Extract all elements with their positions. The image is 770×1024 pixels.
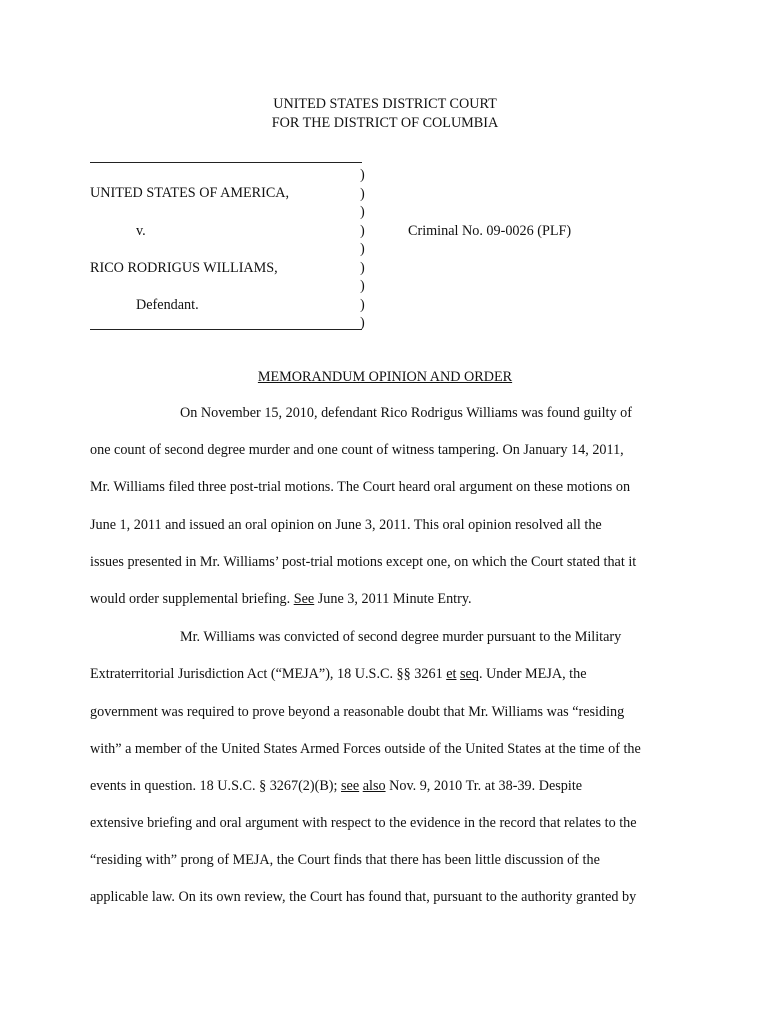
caption-top-rule [90, 162, 362, 163]
document-title [0, 369, 770, 386]
plaintiff-name: UNITED STATES OF AMERICA, [90, 185, 290, 201]
paragraph-2-line-8: applicable law. On its own review, the Court has found that, pursuant to the authority granted by [90, 889, 637, 905]
versus-label: v. [136, 223, 146, 239]
paragraph-2-line-3: government was required to prove beyond a reasonable doubt that Mr. Williams was “residing [90, 704, 625, 720]
paragraph-2-line-4: with” a member of the United States Armed Forces outside of the United States at the time of the [90, 741, 641, 757]
paragraph-1-line-4: June 1, 2011 and issued an oral opinion on June 3, 2011. This oral opinion resolved all the [90, 517, 602, 533]
paragraph-2-line-7: “residing with” prong of MEJA, the Court finds that there has been little discussion of the [90, 852, 600, 868]
citation-et: et [446, 666, 457, 682]
paragraph-1-line-1: On November 15, 2010, defendant Rico Rodrigus Williams was found guilty of [180, 405, 632, 421]
defendant-name: RICO RODRIGUS WILLIAMS, [90, 260, 278, 276]
court-district: FOR THE DISTRICT OF COLUMBIA [271, 115, 499, 131]
citation-seq: seq [460, 666, 479, 682]
citation-signal-see: See [293, 591, 315, 607]
text-run: . Under MEJA, the [478, 666, 587, 682]
text-run: Nov. 9, 2010 Tr. at 38-39. Despite [385, 778, 583, 794]
paragraph-1-line-5: issues presented in Mr. Williams’ post-trial motions except one, on which the Court stated that it [90, 554, 637, 570]
paragraph-1-line-6 [90, 591, 472, 608]
caption-parentheses: ) ) ) ) ) ) ) ) ) [360, 167, 365, 331]
document-title-text: MEMORANDUM OPINION AND ORDER [257, 369, 513, 385]
paragraph-2-line-5 [90, 778, 582, 795]
text-run: events in question. 18 U.S.C. § 3267(2)(B); [90, 778, 342, 794]
paragraph-2-line-6: extensive briefing and oral argument with respect to the evidence in the record that relates to the [90, 815, 637, 831]
case-caption [90, 148, 690, 333]
citation-signal-also: also [362, 778, 386, 794]
citation-signal-see: see [341, 778, 360, 794]
paragraph-1-line-2: one count of second degree murder and one count of witness tampering. On January 14, 2011, [90, 442, 624, 458]
case-number: Criminal No. 09-0026 (PLF) [408, 223, 572, 239]
text-run: Extraterritorial Jurisdiction Act (“MEJA”), 18 U.S.C. §§ 3261 [90, 666, 447, 682]
paragraph-2-line-2 [90, 666, 587, 683]
defendant-label: Defendant. [136, 297, 199, 313]
paragraph-2-line-1: Mr. Williams was convicted of second degree murder pursuant to the Military [180, 629, 622, 645]
paragraph-1-line-3: Mr. Williams filed three post-trial motions. The Court heard oral argument on these motions on [90, 479, 631, 495]
text-run: would order supplemental briefing. [90, 591, 294, 607]
court-name: UNITED STATES DISTRICT COURT [273, 96, 497, 112]
caption-bottom-rule [90, 329, 362, 330]
court-header [0, 95, 770, 133]
text-run: June 3, 2011 Minute Entry. [314, 591, 472, 607]
